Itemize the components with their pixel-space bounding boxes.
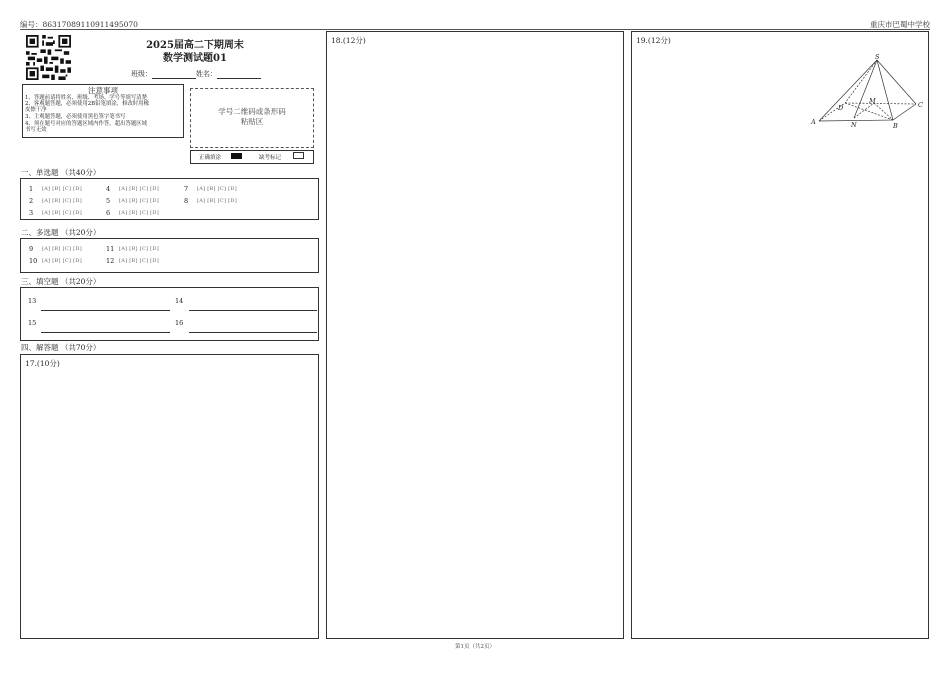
question-number: 7 [184,185,189,193]
label-M: M [869,97,876,105]
question-number: 6 [106,209,111,217]
answer-line-15[interactable] [41,332,170,333]
single-choice-box [20,178,319,220]
question-number: 3 [29,209,34,217]
problem-18-label: 18.(12分) [331,36,366,45]
notice-box [22,84,184,138]
label-D: D [838,104,844,112]
option-bubbles-q7[interactable]: [A] [B] [C] [D] [197,186,237,192]
answer-line-13[interactable] [41,310,170,311]
option-bubbles-q11[interactable]: [A] [B] [C] [D] [119,246,159,252]
notice-title: 注意事项 [88,86,118,95]
question-number: 14 [175,297,184,305]
pyramid-figure [805,50,930,132]
absent-mark-label: 缺考标记 [259,155,282,161]
question-number: 5 [106,197,111,205]
question-number: 2 [29,197,34,205]
label-C: C [918,101,923,109]
question-number: 10 [29,257,38,265]
name-field[interactable] [217,70,261,79]
notice-line: 3、主观题答题，必须使用黑色签字笔书写 [25,114,126,120]
option-bubbles-q12[interactable]: [A] [B] [C] [D] [119,258,159,264]
problem-18-area[interactable] [326,31,624,639]
question-number: 15 [28,319,37,327]
class-field[interactable] [152,70,196,79]
section-multi-title: 二、多选题 （共20分） [21,228,101,237]
option-bubbles-q4[interactable]: [A] [B] [C] [D] [119,186,159,192]
name-label: 姓名： [196,70,217,78]
notice-line: 书写无效 [25,127,47,133]
option-bubbles-q8[interactable]: [A] [B] [C] [D] [197,198,237,204]
label-A: A [811,118,816,126]
problem-17-label: 17.(10分) [25,359,60,368]
fill-blank-box [20,287,319,341]
qr-code-icon [26,35,71,80]
label-S: S [875,53,880,61]
option-bubbles-q9[interactable]: [A] [B] [C] [D] [42,246,82,252]
option-bubbles-q1[interactable]: [A] [B] [C] [D] [42,186,82,192]
question-number: 16 [175,319,184,327]
serial-number: 编号：86317089110911495070 [20,20,138,29]
absent-mark-checkbox[interactable] [293,152,304,159]
question-number: 11 [106,245,115,253]
section-answer-title: 四、解答题 （共70分） [21,343,101,352]
correct-fill-label: 正确填涂 [199,155,222,161]
option-bubbles-q3[interactable]: [A] [B] [C] [D] [42,210,82,216]
header-divider [20,29,930,30]
option-bubbles-q10[interactable]: [A] [B] [C] [D] [42,258,82,264]
option-bubbles-q5[interactable]: [A] [B] [C] [D] [119,198,159,204]
correct-fill-swatch [231,153,242,159]
sticker-label: 学号二维码或条形码 [218,107,286,116]
question-number: 13 [28,297,37,305]
question-number: 8 [184,197,189,205]
exam-title: 2025届高二下期周末 [146,40,244,51]
notice-line: 1、答题前请将姓名、班级、考场、学号等填写清楚 [25,95,148,101]
sticker-label: 粘贴区 [240,117,264,126]
notice-line: 皮擦干净 [25,107,47,113]
question-number: 12 [106,257,115,265]
section-fill-title: 三、填空题 （共20分） [21,277,101,286]
student-info-row [131,69,261,79]
exam-subtitle: 数学测试题01 [163,53,227,64]
class-label: 班级： [131,70,152,78]
page-footer: 第1页（共2页） [455,644,495,650]
question-number: 4 [106,185,111,193]
problem-19-label: 19.(12分) [636,36,671,45]
option-bubbles-q6[interactable]: [A] [B] [C] [D] [119,210,159,216]
multi-choice-box [20,238,319,273]
section-single-title: 一、单选题 （共40分） [21,168,101,177]
notice-line: 4、须在题号对应的答题区域内作答，超出答题区域 [25,121,148,127]
label-N: N [851,121,857,129]
notice-line: 2、客观题答题，必须使用2B铅笔填涂，修改时用橡 [25,101,150,107]
school-name: 重庆市巴蜀中学校 [870,20,930,29]
question-number: 1 [29,185,34,193]
question-number: 9 [29,245,34,253]
problem-17-area[interactable] [20,354,319,639]
answer-line-14[interactable] [189,310,317,311]
option-bubbles-q2[interactable]: [A] [B] [C] [D] [42,198,82,204]
barcode-sticker-area [190,88,314,148]
label-B: B [893,122,898,130]
answer-line-16[interactable] [189,332,317,333]
fill-legend [190,150,314,164]
